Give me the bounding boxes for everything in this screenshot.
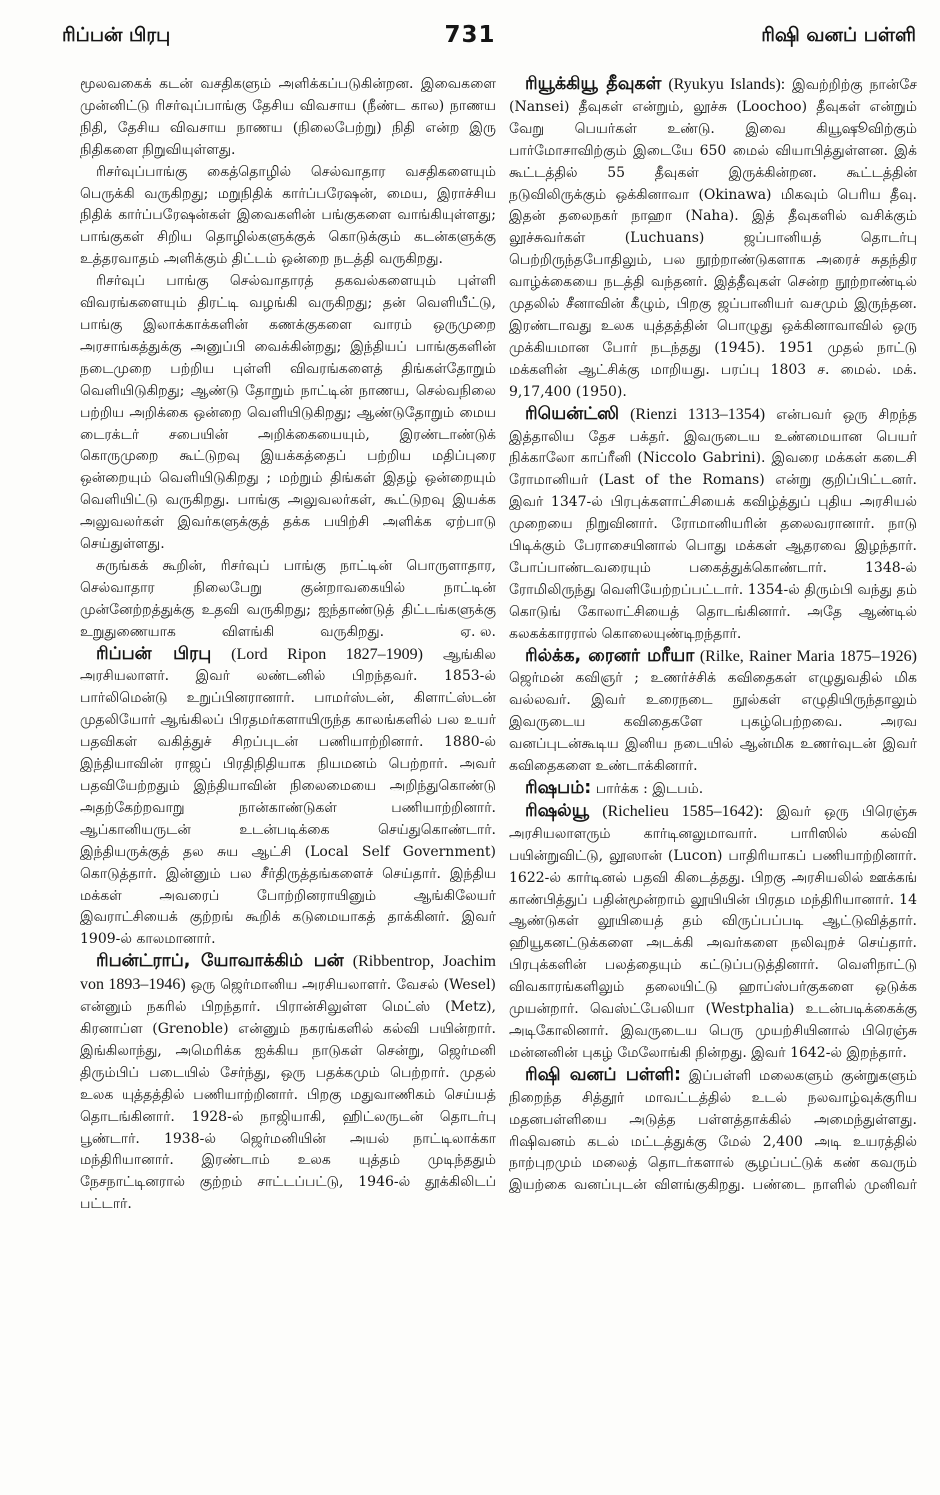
entry-headword: ரிஷி வனப் பள்ளி: bbox=[525, 1064, 682, 1085]
entry-latin-name: (Ryukyu Islands): bbox=[668, 76, 786, 93]
entry-ripon bbox=[80, 644, 496, 952]
entry-headword: ரிபன்ட்ராப், யோவாக்கிம் பன் bbox=[96, 951, 344, 972]
entry-body: இவற்றிற்கு நான்சே (Nansei) தீவுகள் என்றும், லூச்சு (Loochoo) தீவுகள் என்றும் வேறு பெயர்கள் உண்டு. இவை கியூஷூவிற்கும் பார்மோசாவிற்கும் இடையே 650 மைல் வியாபித்துள்ளன. இக் கூட்டத்தில் 55 தீவுகள் இருக்கின்றன. கூட்டத்தின் நடுவிலிருக்கும் ஒக்கினாவா (Okinawa) மிகவும் பெரிய தீவு. இதன் தலைநகர் நாஹா (Naha). இத் தீவுகளில் வசிக்கும் லூச்சுவர்கள் (Luchuans) ஜப்பானியத் தொடர்பு பெற்றிருந்தபோதிலும், பல நூற்றாண்டுகளாக அரைச் சுதந்திர வாழ்க்கையை நடத்தி வந்தனர். இத்தீவுகள் சென்ற நூற்றாண்டில் முதலில் சீனாவின் கீழும், பிறகு ஜப்பானியர் வசமும் இருந்தன. இரண்டாவது உலக யுத்தத்தின் பொழுது ஒக்கினாவாவில் ஒரு முக்கியமான போர் நடந்தது (1945). 1951 முதல் நாட்டு மக்களின் ஆட்சிக்கு மாறியது. பரப்பு 1803 ச. மைல். மக். 9,17,400 (1950). bbox=[509, 77, 917, 400]
entry-latin-name: (Lord Ripon 1827–1909) bbox=[231, 645, 423, 663]
continuation-paragraph: ரிசர்வுப்பாங்கு கைத்தொழில் செல்வாதார வசதிகளையும் பெருக்கி வருகிறது; மறுநிதிக் கார்ப்பரேஷன், மைய, இராச்சிய நிதிக் கார்ப்பரேஷன்கள் இவைகளின் பங்குகளை வாங்கியுள்ளது; பாங்குகள் சிறிய தொழில்களுக்குக் கொடுக்கும் கடன்களுக்கு உத்தரவாதம் அளிக்கும் திட்டம் ஒன்றை நடத்தி வருகிறது. bbox=[80, 163, 496, 268]
entry-body: பார்க்க : இடபம். bbox=[595, 781, 704, 797]
entry-rishi-valley-school bbox=[509, 1065, 917, 1197]
entry-headword: ரிஷபம்: bbox=[525, 778, 592, 798]
closing-paragraph bbox=[80, 556, 496, 644]
closing-text: சுருங்கக் கூறின், ரிசர்வுப் பாங்கு நாட்டின் பொருளாதார, செல்வாதார நிலைபேறு குன்றாவகையில் நாட்டின் முன்னேற்றத்துக்கு உதவி வருகிறது; ஐந்தாண்டுத் திட்டங்களுக்கு உறுதுணையாக விளங்கி வருகிறது. bbox=[80, 557, 496, 640]
entry-latin-name: (Richelieu 1585–1642): bbox=[602, 802, 764, 820]
continuation-paragraph: ரிசர்வுப் பாங்கு செல்வாதாரத் தகவல்களையும் புள்ளி விவரங்களையும் திரட்டி வழங்கி வருகிறது; தன் வெளியீட்டு, பாங்கு இலாக்காக்களின் கணக்குகளை வாரம் ஒருமுறை அரசாங்கத்துக்கு அனுப்பி வைக்கின்றது; இந்தியப் பாங்குகளின் நடைமுறை பற்றிய புள்ளி விவரங்களைத் திங்கள்தோறும் வெளியிடுகிறது; ஆண்டு தோறும் நாட்டின் நாணய, செல்வநிலை பற்றிய அறிக்கை ஒன்றை வெளியிடுகிறது; ஆண்டுதோறும் மைய டைரக்டர் சபையின் அறிக்கையையும், இரண்டாண்டுக் கொருமுறை கூட்டுறவு இயக்கத்தைப் பற்றிய மதிப்புரை ஒன்றையும் வெளியிடுகிறது ; மற்றும் திங்கள் இதழ் ஒன்றையும் வெளியிட்டு வருகிறது. பாங்கு அலுவலர்கள், கூட்டுறவு இயக்க அலுவலர்கள் இவர்களுக்குத் தக்க பயிற்சி அளிக்க ஏற்பாடு செய்துள்ளது. bbox=[80, 273, 496, 553]
entry-body: என்பவர் ஒரு சிறந்த இத்தாலிய தேச பக்தர். இவருடைய உண்மையான பெயர் நிக்காலோ காப்ரீனி (Niccolo Gabrini). இவரை மக்கள் கடைசி ரோமானியர் (Last of the Romans) என்று குறிப்பிட்டனர். இவர் 1347-ல் பிரபுக்களாட்சியைக் கவிழ்த்துப் புதிய அரசியல் முறையை நிறுவினார். ரோமானியரின் தலைவரானார். நாடு பிடிக்கும் பேராசையினால் பொது மக்கள் ஆதரவை இழந்தார். போப்பாண்டவரையும் பகைத்துக்கொண்டார். 1348-ல் ரோமிலிருந்து வெளியேற்றப்பட்டார். 1354-ல் திரும்பி வந்து தம் கொடுங் கோலாட்சியைத் தொடங்கினார். அதே ஆண்டில் கலகக்காரரால் கொலையுண்டிறந்தார். bbox=[509, 406, 917, 642]
entry-headword: ரிப்பன் பிரபு bbox=[96, 643, 212, 664]
entry-ryukyu bbox=[509, 74, 917, 404]
author-initials: ஏ. ல. bbox=[460, 623, 496, 640]
entry-headword: ரில்க்க, ரைனர் மரீயா bbox=[525, 645, 695, 666]
entry-latin-name: (Ribbentrop, Joachim von 1893–1946) bbox=[80, 953, 496, 994]
continuation-paragraph: மூலவகைக் கடன் வசதிகளும் அளிக்கப்படுகின்றன. இவைகளை முன்னிட்டு ரிசர்வுப்பாங்கு தேசிய விவசாய (நீண்ட கால) நாணய நிதி, தேசிய விவசாய நாணய (நிலைபேற்று) நிதி என்ற இரு நிதிகளை நிறுவியுள்ளது. bbox=[80, 76, 496, 158]
entry-body: ஜெர்மன் கவிஞர் ; உணர்ச்சிக் கவிதைகள் எழுதுவதில் மிக வல்லவர். இவர் உரைநடை நூல்கள் எழுதியிருந்தாலும் இவருடைய கவிதைகளே புகழ்பெற்றவை. அரவ வனப்புடன்கூடிய இனிய நடையில் ஆன்மிக உணர்வுடன் இவர் கவிதைகளை உண்டாக்கினார். bbox=[509, 670, 917, 775]
entry-headword: ரிஷல்யூ bbox=[525, 800, 590, 821]
right-column bbox=[509, 74, 917, 1419]
entry-ribbentrop bbox=[80, 951, 496, 1216]
page-number: 731 bbox=[444, 22, 496, 48]
entry-body: ஆங்கில அரசியலாளர். இவர் லண்டனில் பிறந்தவர். 1853-ல் பார்லிமென்டு உறுப்பினரானார். பாமர்ஸ்டன், கிளாட்ஸ்டன் முதலியோர் ஆங்கிலப் பிரதமர்களாயிருந்த காலங்களில் பல உயர் பதவிகள் வகித்துச் சிறப்புடன் பணியாற்றினார். 1880-ல் இந்தியாவின் ராஜப் பிரதிநிதியாக நியமனம் பெற்றார். அவர் பதவியேற்றதும் இந்தியாவின் நிலைமையை அறிந்துகொண்டு அதற்கேற்றவாறு நான்காண்டுகள் பணியாற்றினார். ஆப்கானியருடன் உடன்படிக்கை செய்துகொண்டார். இந்தியருக்குத் தல சுய ஆட்சி (Local Self Government) கொடுத்தார். இன்னும் பல சீர்திருத்தங்களைச் செய்தார். இந்திய மக்கள் அவரைப் போற்றினராயினும் ஆங்கிலேயர் இவராட்சியைக் குற்றங் கூறிக் கடுமையாகத் தாக்கினர். இவர் 1909-ல் காலமானார். bbox=[80, 646, 496, 948]
entry-rienzi bbox=[509, 404, 917, 646]
entry-body: இப்பள்ளி மலைகளும் குன்றுகளும் நிறைந்த சித்தூர் மாவட்டத்தில் உடல் நலவாழ்வுக்குரிய மதனபள்ளியை அடுத்த பள்ளத்தாக்கில் அமைந்துள்ளது. ரிஷிவனம் கடல் மட்டத்துக்கு மேல் 2,400 அடி உயரத்தில் நாற்புறமும் மலைத் தொடர்களால் சூழப்பட்டுக் கண் கவரும் இயற்கை வனப்புடன் விளங்குகிறது. பண்டை நாளில் முனிவர் bbox=[509, 1067, 917, 1194]
entry-headword: ரியூக்கியூ தீவுகள் bbox=[525, 74, 662, 94]
entry-rilke bbox=[509, 646, 917, 778]
running-head-left: ரிப்பன் பிரபு bbox=[62, 24, 171, 46]
entry-body: இவர் ஒரு பிரெஞ்சு அரசியலாளரும் கார்டினலுமாவார். பாரிஸில் கல்வி பயின்றுவிட்டு, லூஸான் (Lucon) பாதிரியாகப் பணியாற்றினார். 1622-ல் கார்டினல் பதவி கிடைத்தது. பிறகு அரசியலில் ஊக்கங் காண்பித்துப் பதின்மூன்றாம் லூயியின் பிரதம மந்திரியானார். 14 ஆண்டுகள் லூயியைத் தம் விருப்பப்படி ஆட்டுவித்தார். ஹியூகனட்டுக்களை அடக்கி அவர்களை நலிவுறச் செய்தார். பிரபுக்களின் பலத்தையும் கட்டுப்படுத்தினார். வெளிநாட்டு விவகாரங்களிலும் தலையிட்டு ஹாப்ஸ்பர்குகளை ஒடுக்க முயன்றார். வெஸ்ட்பேலியா (Westphalia) உடன்படிக்கைக்கு அடிகோலினார். இவருடைய பெரு முயற்சியினால் பிரெஞ்சு மன்னனின் புகழ் மேலோங்கி நின்றது. இவர் 1642-ல் இறந்தார். bbox=[509, 803, 917, 1061]
left-column bbox=[80, 74, 496, 1419]
entry-headword: ரியென்ட்ஸி bbox=[525, 403, 620, 424]
running-head-right: ரிஷி வனப் பள்ளி bbox=[761, 24, 916, 46]
entry-body: ஒரு ஜெர்மானிய அரசியலாளர். வேசல் (Wesel) என்னும் நகரில் பிறந்தார். பிரான்சிலுள்ள மெட்ஸ் (Metz), கிரனாப்ள (Grenoble) என்னும் நகரங்களில் கல்வி பயின்றார். இங்கிலாந்து, அமெரிக்க ஐக்கிய நாடுகள் சென்று, ஜெர்மனி திரும்பிப் படையில் சேர்ந்து, ஒரு பதக்கமும் பெற்றார். முதல் உலக யுத்தத்தில் பணியாற்றினார். பிறகு மதுவாணிகம் செய்யத் தொடங்கினார். 1928-ல் நாஜியாகி, ஹிட்லருடன் தொடர்பு பூண்டார். 1938-ல் ஜெர்மனியின் அயல் நாட்டிலாக்கா மந்திரியானார். இரண்டாம் உலக யுத்தம் முடிந்ததும் நேசநாட்டினரால் குற்றம் சாட்டப்பட்டு, 1946-ல் தூக்கிலிடப் பட்டார். bbox=[80, 977, 496, 1213]
entry-latin-name: (Rienzi 1313–1354) bbox=[630, 405, 766, 423]
entry-richelieu bbox=[509, 801, 917, 1065]
entry-latin-name: (Rilke, Rainer Maria 1875–1926) bbox=[699, 647, 917, 665]
entry-rishabam bbox=[509, 778, 917, 801]
